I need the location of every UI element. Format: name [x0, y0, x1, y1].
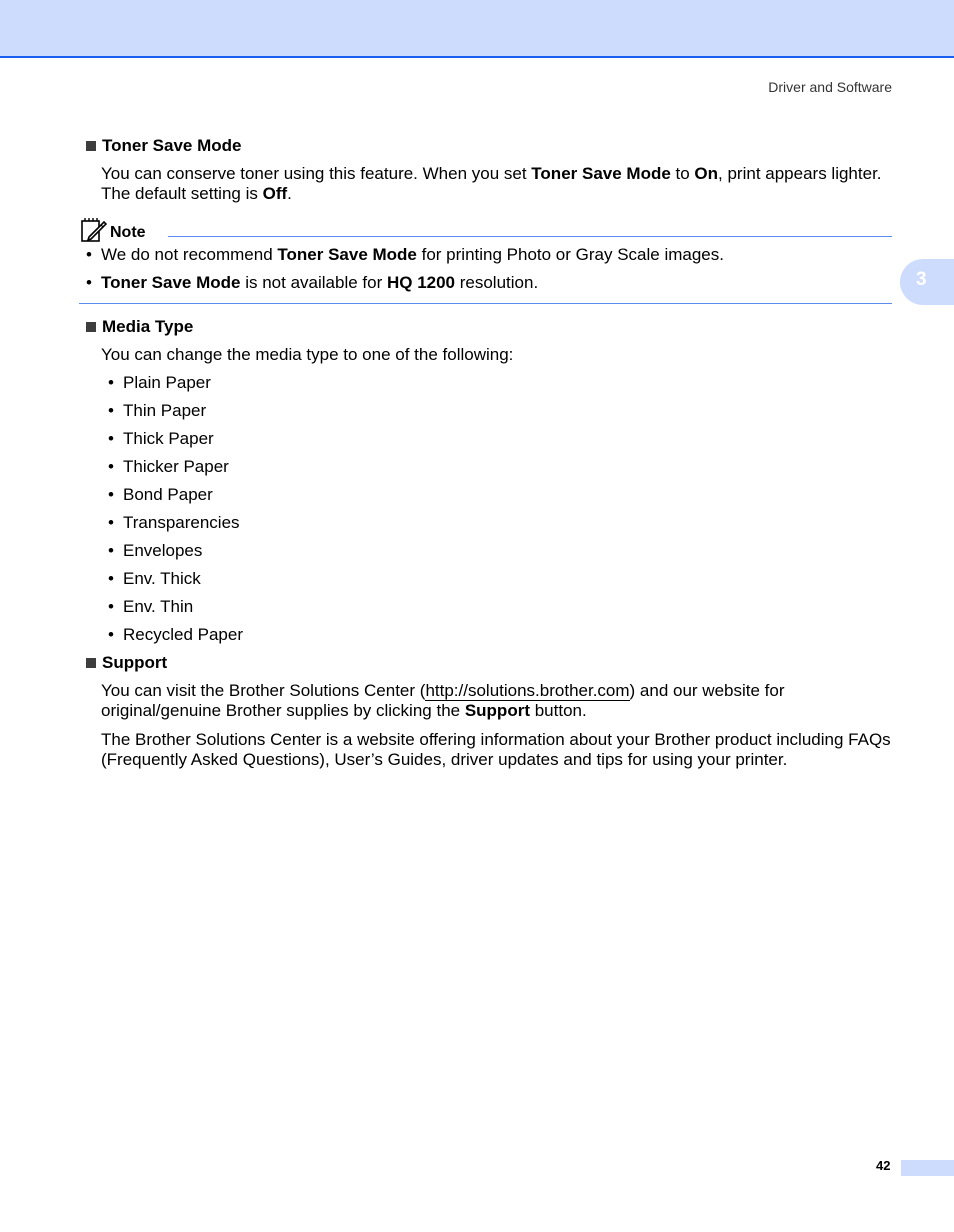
- note-item: • Toner Save Mode is not available for HQ 1200 resolution.: [86, 273, 539, 292]
- page-number: 42: [876, 1158, 891, 1173]
- list-item: • Thick Paper: [108, 429, 214, 448]
- solutions-center-link[interactable]: http://solutions.brother.com: [425, 681, 630, 700]
- list-item: • Thin Paper: [108, 401, 207, 420]
- list-item: • Env. Thick: [108, 569, 201, 588]
- section-heading-toner-save-mode: Toner Save Mode: [86, 136, 242, 156]
- list-item: • Transparencies: [108, 513, 240, 532]
- square-bullet-icon: [86, 322, 96, 332]
- note-top-rule: [168, 236, 892, 237]
- running-header: Driver and Software: [768, 79, 892, 95]
- chapter-number: 3: [916, 269, 927, 290]
- footer-bar: [901, 1160, 954, 1176]
- toner-line-2: The default setting is Off.: [101, 184, 292, 203]
- header-band: [0, 0, 954, 58]
- list-item: • Plain Paper: [108, 373, 211, 392]
- note-bottom-rule: [79, 303, 892, 304]
- list-item: • Envelopes: [108, 541, 203, 560]
- square-bullet-icon: [86, 658, 96, 668]
- list-item: • Recycled Paper: [108, 625, 244, 644]
- list-item: • Thicker Paper: [108, 457, 229, 476]
- square-bullet-icon: [86, 141, 96, 151]
- section-heading-media-type: Media Type: [86, 317, 193, 337]
- note-pencil-icon: [80, 218, 107, 244]
- toner-line-1: You can conserve toner using this feature. When you set Toner Save Mode to On, print appears lighter.: [101, 164, 882, 183]
- toner-description: [101, 164, 896, 204]
- list-item: • Bond Paper: [108, 485, 213, 504]
- note-label: Note: [110, 224, 146, 241]
- media-intro: You can change the media type to one of the following:: [101, 345, 514, 364]
- support-paragraph-1: You can visit the Brother Solutions Center (http://solutions.brother.com) and our website for original/genuine Brother supplies by clicking the Support button.: [101, 681, 785, 720]
- support-paragraph-2: The Brother Solutions Center is a website offering information about your Brother product including FAQs (Frequently Asked Questions), User’s Guides, driver updates and tips for using your printer.: [101, 730, 891, 769]
- note-item: • We do not recommend Toner Save Mode for printing Photo or Gray Scale images.: [86, 245, 724, 264]
- note-header: [80, 218, 146, 244]
- chapter-tab: [900, 259, 954, 305]
- section-heading-support: Support: [86, 653, 167, 673]
- list-item: • Env. Thin: [108, 597, 194, 616]
